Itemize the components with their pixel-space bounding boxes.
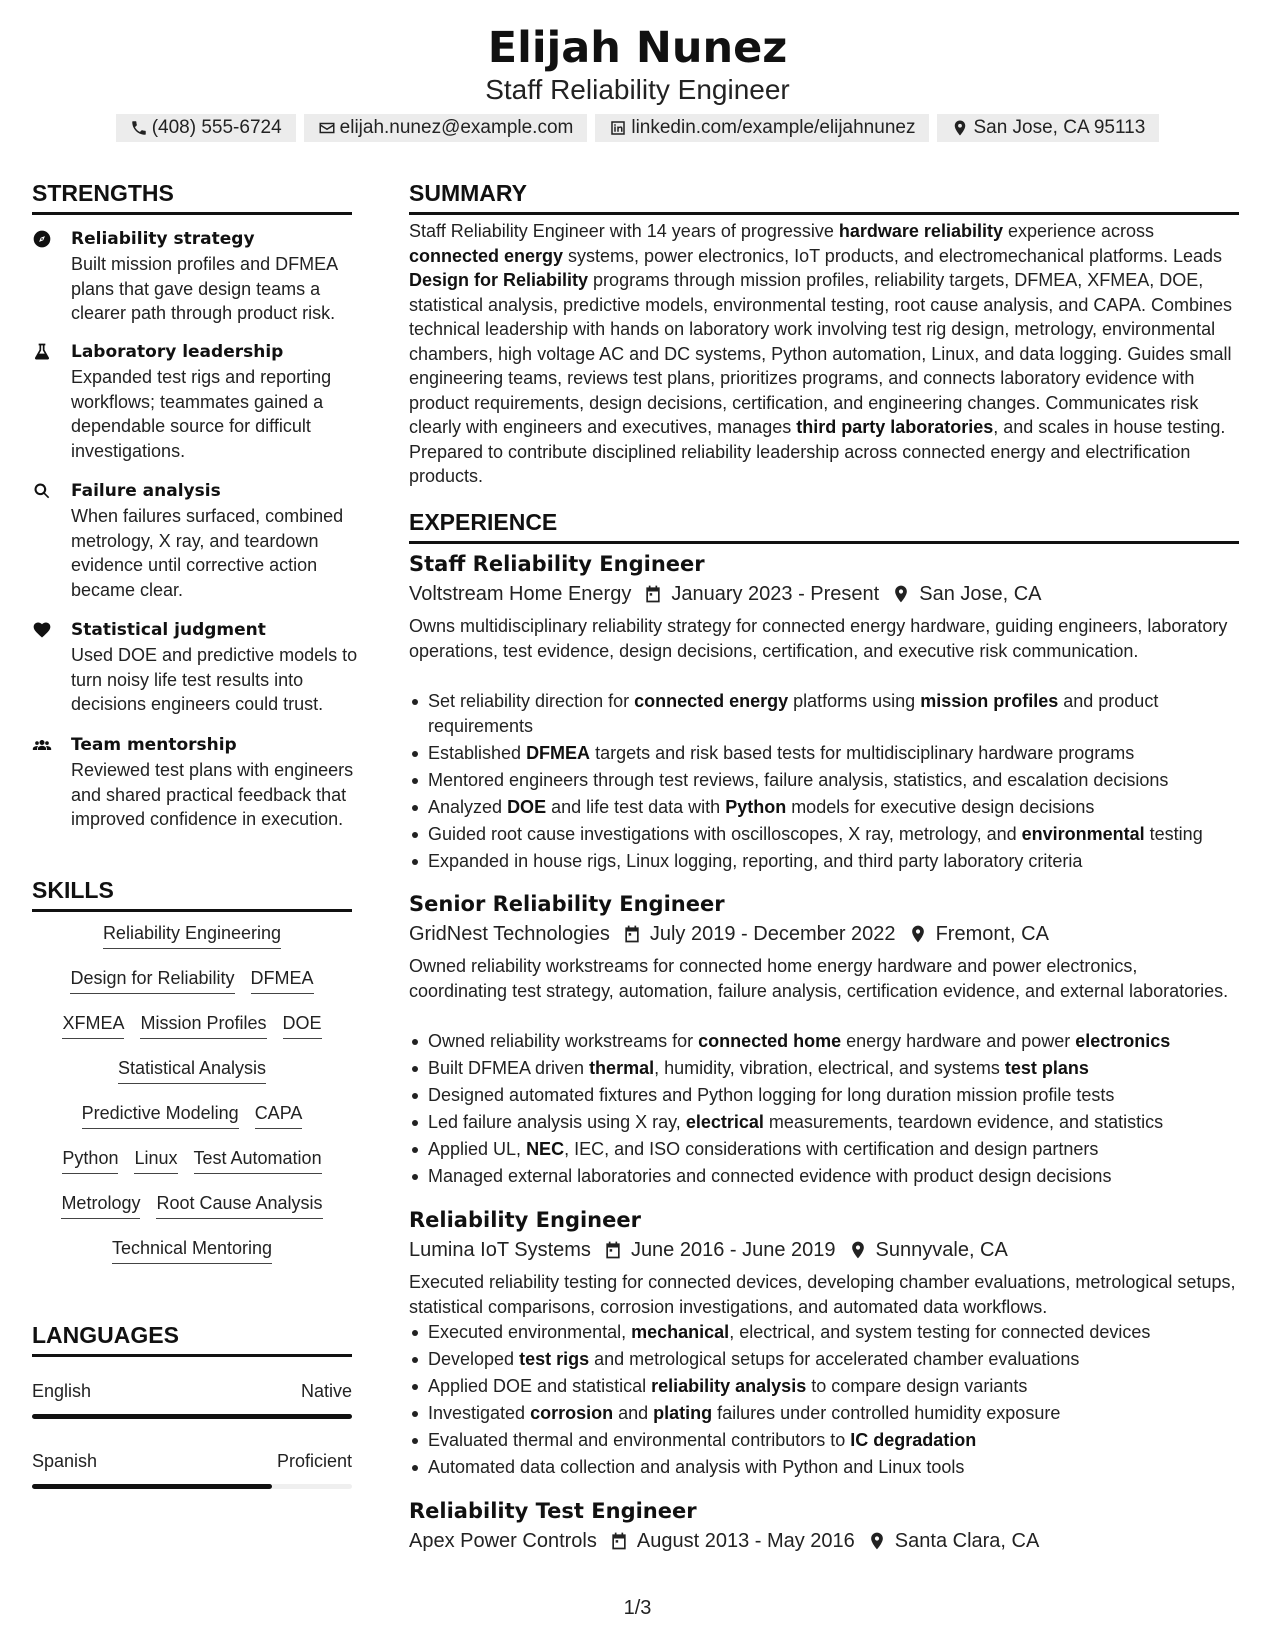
job-bullets [409, 1320, 1239, 1482]
contact-location [937, 114, 1159, 142]
map-pin-icon [867, 1531, 887, 1551]
job-meta [409, 920, 1049, 948]
skill-tag: DOE [283, 1010, 322, 1039]
contact-location-text: San Jose, CA 95113 [973, 117, 1146, 138]
language-proficiency-bar [32, 1484, 352, 1489]
strength-description: Built mission profiles and DFMEA plans that gave design teams a clearer path through product risk. [71, 254, 338, 323]
contact-phone-text: (408) 555-6724 [151, 117, 282, 138]
job-location: Sunnyvale, CA [875, 1239, 1008, 1261]
summary-heading: SUMMARY [409, 178, 1239, 215]
skill-tag: Technical Mentoring [112, 1235, 272, 1264]
job-bullet: Expanded in house rigs, Linux logging, reporting, and third party laboratory criteria [409, 849, 1239, 874]
skill-row [32, 1145, 352, 1190]
contact-email[interactable] [304, 114, 588, 142]
skill-row [32, 1235, 352, 1280]
job-description: Owned reliability workstreams for connected home energy hardware and power electronics, coordinating test strategy, automation, failure analysis, certification evidence, and external laboratories. [409, 956, 1229, 1001]
job-bullet: Investigated corrosion and plating failures under controlled humidity exposure [409, 1401, 1239, 1426]
skill-row [32, 1190, 352, 1235]
job-bullet: Executed environmental, mechanical, electrical, and system testing for connected devices [409, 1320, 1239, 1345]
job-title: Reliability Engineer [409, 1208, 641, 1232]
job-location: San Jose, CA [919, 583, 1042, 605]
experience-heading: EXPERIENCE [409, 507, 1239, 544]
candidate-name: Elijah Nunez [487, 23, 788, 73]
language-proficiency-bar [32, 1414, 352, 1419]
users-icon [32, 735, 54, 757]
job-meta [409, 580, 1042, 608]
skill-tag: Root Cause Analysis [156, 1190, 322, 1219]
job-bullet: Applied DOE and statistical reliability analysis to compare design variants [409, 1374, 1239, 1399]
language-name: Spanish [32, 1451, 98, 1471]
skill-tag: Mission Profiles [140, 1010, 266, 1039]
skill-tag: Reliability Engineering [103, 920, 281, 949]
job-bullet: Managed external laboratories and connected evidence with product design decisions [409, 1164, 1239, 1189]
job-bullet: Developed test rigs and metrological setups for accelerated chamber evaluations [409, 1347, 1239, 1372]
skill-tag: Python [62, 1145, 118, 1174]
language-proficiency-fill [32, 1484, 272, 1489]
contact-linkedin[interactable] [595, 114, 929, 142]
job-bullet: Established DFMEA targets and risk based tests for multidisciplinary hardware programs [409, 741, 1239, 766]
skill-row [32, 1100, 352, 1145]
calendar-icon [609, 1531, 629, 1551]
map-pin-icon [891, 584, 911, 604]
language-level: Native [300, 1381, 352, 1401]
job-location: Fremont, CA [935, 923, 1049, 945]
job-bullet: Analyzed DOE and life test data with Python models for executive design decisions [409, 795, 1239, 820]
job-bullets [409, 1029, 1239, 1191]
map-pin-icon [908, 924, 928, 944]
language-proficiency-fill [32, 1414, 352, 1419]
search-icon [32, 481, 54, 503]
skill-tag: DFMEA [251, 965, 314, 994]
strength-description: When failures surfaced, combined metrology, X ray, and teardown evidence until corrective action became clear. [71, 506, 344, 600]
skill-tag: Metrology [61, 1190, 140, 1219]
envelope-icon [318, 119, 336, 137]
job-bullet: Automated data collection and analysis with Python and Linux tools [409, 1455, 1239, 1480]
job-description: Owns multidisciplinary reliability strategy for connected energy hardware, guiding engineers, laboratory operations, test evidence, design decisions, certification, and executive risk communication. [409, 616, 1228, 661]
job-bullet: Evaluated thermal and environmental contributors to IC degradation [409, 1428, 1239, 1453]
contact-bar [0, 114, 1275, 142]
strength-title: Failure analysis [71, 481, 221, 501]
job-dates: January 2023 - Present [671, 583, 880, 605]
strength-description: Used DOE and predictive models to turn noisy life test results into decisions engineers could trust. [71, 645, 358, 714]
job-bullet: Built DFMEA driven thermal, humidity, vibration, electrical, and systems test plans [409, 1056, 1239, 1081]
skill-tag: Design for Reliability [70, 965, 234, 994]
job-meta [409, 1236, 1008, 1264]
skill-tag: Predictive Modeling [82, 1100, 239, 1129]
summary-text: Staff Reliability Engineer with 14 years of progressive hardware reliability experience across connected energy systems, power electronics, IoT products, and electromechanical platforms. Leads Design for Reliability programs through mission profiles, reliability targets, DFMEA, XFMEA, DOE, statistical analysis, predictive models, environmental testing, root cause analysis, and CAPA. Combines technical leadership with hands on laboratory work involving test rig design, metrology, environmental chambers, high voltage AC and DC systems, Python automation, Linux, and data logging. Guides small engineering teams, reviews test plans, prioritizes programs, and connects laboratory evidence with product requirements, design decisions, certification, and engineering changes. Communicates risk clearly with engineers and executives, manages third party laboratories, and scales in house testing. Prepared to contribute disciplined reliability leadership across connected energy and electrification products. [409, 221, 1233, 486]
skills-list [32, 920, 352, 1280]
calendar-icon [603, 1240, 623, 1260]
contact-linkedin-text: linkedin.com/example/elijahnunez [631, 117, 916, 138]
strength-title: Reliability strategy [71, 229, 255, 249]
skill-tag: Statistical Analysis [118, 1055, 266, 1084]
skill-row [32, 965, 352, 1010]
candidate-headline: Staff Reliability Engineer [485, 74, 790, 105]
job-title: Reliability Test Engineer [409, 1499, 697, 1523]
map-pin-icon [951, 119, 969, 137]
skill-tag: Linux [134, 1145, 177, 1174]
job-company: GridNest Technologies [409, 923, 610, 945]
language-level: Proficient [276, 1451, 352, 1471]
strength-description: Expanded test rigs and reporting workflows; teammates gained a dependable source for difficult investigations. [71, 367, 332, 461]
job-dates: July 2019 - December 2022 [649, 923, 896, 945]
job-dates: June 2016 - June 2019 [630, 1239, 836, 1261]
job-company: Apex Power Controls [409, 1530, 597, 1552]
skill-row [32, 1010, 352, 1055]
calendar-icon [643, 584, 663, 604]
job-bullet: Applied UL, NEC, IEC, and ISO considerations with certification and design partners [409, 1137, 1239, 1162]
job-description: Executed reliability testing for connected devices, developing chamber evaluations, metrological setups, statistical comparisons, corrosion investigations, and automated data workflows. [409, 1272, 1236, 1317]
strength-title: Statistical judgment [71, 620, 266, 640]
job-company: Lumina IoT Systems [409, 1239, 591, 1261]
languages-heading: LANGUAGES [32, 1320, 352, 1357]
skill-row [32, 920, 352, 965]
skill-tag: Test Automation [194, 1145, 322, 1174]
job-meta [409, 1527, 1039, 1555]
job-bullet: Owned reliability workstreams for connected home energy hardware and power electronics [409, 1029, 1239, 1054]
compass-icon [32, 229, 54, 251]
job-title: Staff Reliability Engineer [409, 552, 705, 576]
flask-icon [32, 342, 54, 364]
language-name: English [32, 1381, 92, 1401]
job-bullet: Set reliability direction for connected energy platforms using mission profiles and product requirements [409, 689, 1239, 738]
skill-tag: XFMEA [62, 1010, 124, 1039]
skill-row [32, 1055, 352, 1100]
job-dates: August 2013 - May 2016 [636, 1530, 855, 1552]
contact-phone[interactable] [116, 114, 296, 142]
heart-icon [32, 620, 54, 642]
job-bullet: Led failure analysis using X ray, electrical measurements, teardown evidence, and statistics [409, 1110, 1239, 1135]
strength-title: Laboratory leadership [71, 342, 284, 362]
job-company: Voltstream Home Energy [409, 583, 632, 605]
calendar-icon [622, 924, 642, 944]
job-title: Senior Reliability Engineer [409, 892, 725, 916]
map-pin-icon [848, 1240, 868, 1260]
skills-heading: SKILLS [32, 875, 352, 912]
strength-title: Team mentorship [71, 735, 237, 755]
strengths-heading: STRENGTHS [32, 178, 352, 215]
job-bullet: Designed automated fixtures and Python logging for long duration mission profile tests [409, 1083, 1239, 1108]
strength-description: Reviewed test plans with engineers and shared practical feedback that improved confidence in execution. [71, 760, 354, 829]
job-bullet: Guided root cause investigations with oscilloscopes, X ray, metrology, and environmental testing [409, 822, 1239, 847]
linkedin-icon [609, 119, 627, 137]
page-number: 1/3 [623, 1597, 652, 1619]
contact-email-text: elijah.nunez@example.com [339, 117, 574, 138]
skill-tag: CAPA [255, 1100, 303, 1129]
job-bullet: Mentored engineers through test reviews, failure analysis, statistics, and escalation decisions [409, 768, 1239, 793]
phone-icon [130, 119, 148, 137]
job-location: Santa Clara, CA [894, 1530, 1040, 1552]
job-bullets [409, 689, 1239, 876]
